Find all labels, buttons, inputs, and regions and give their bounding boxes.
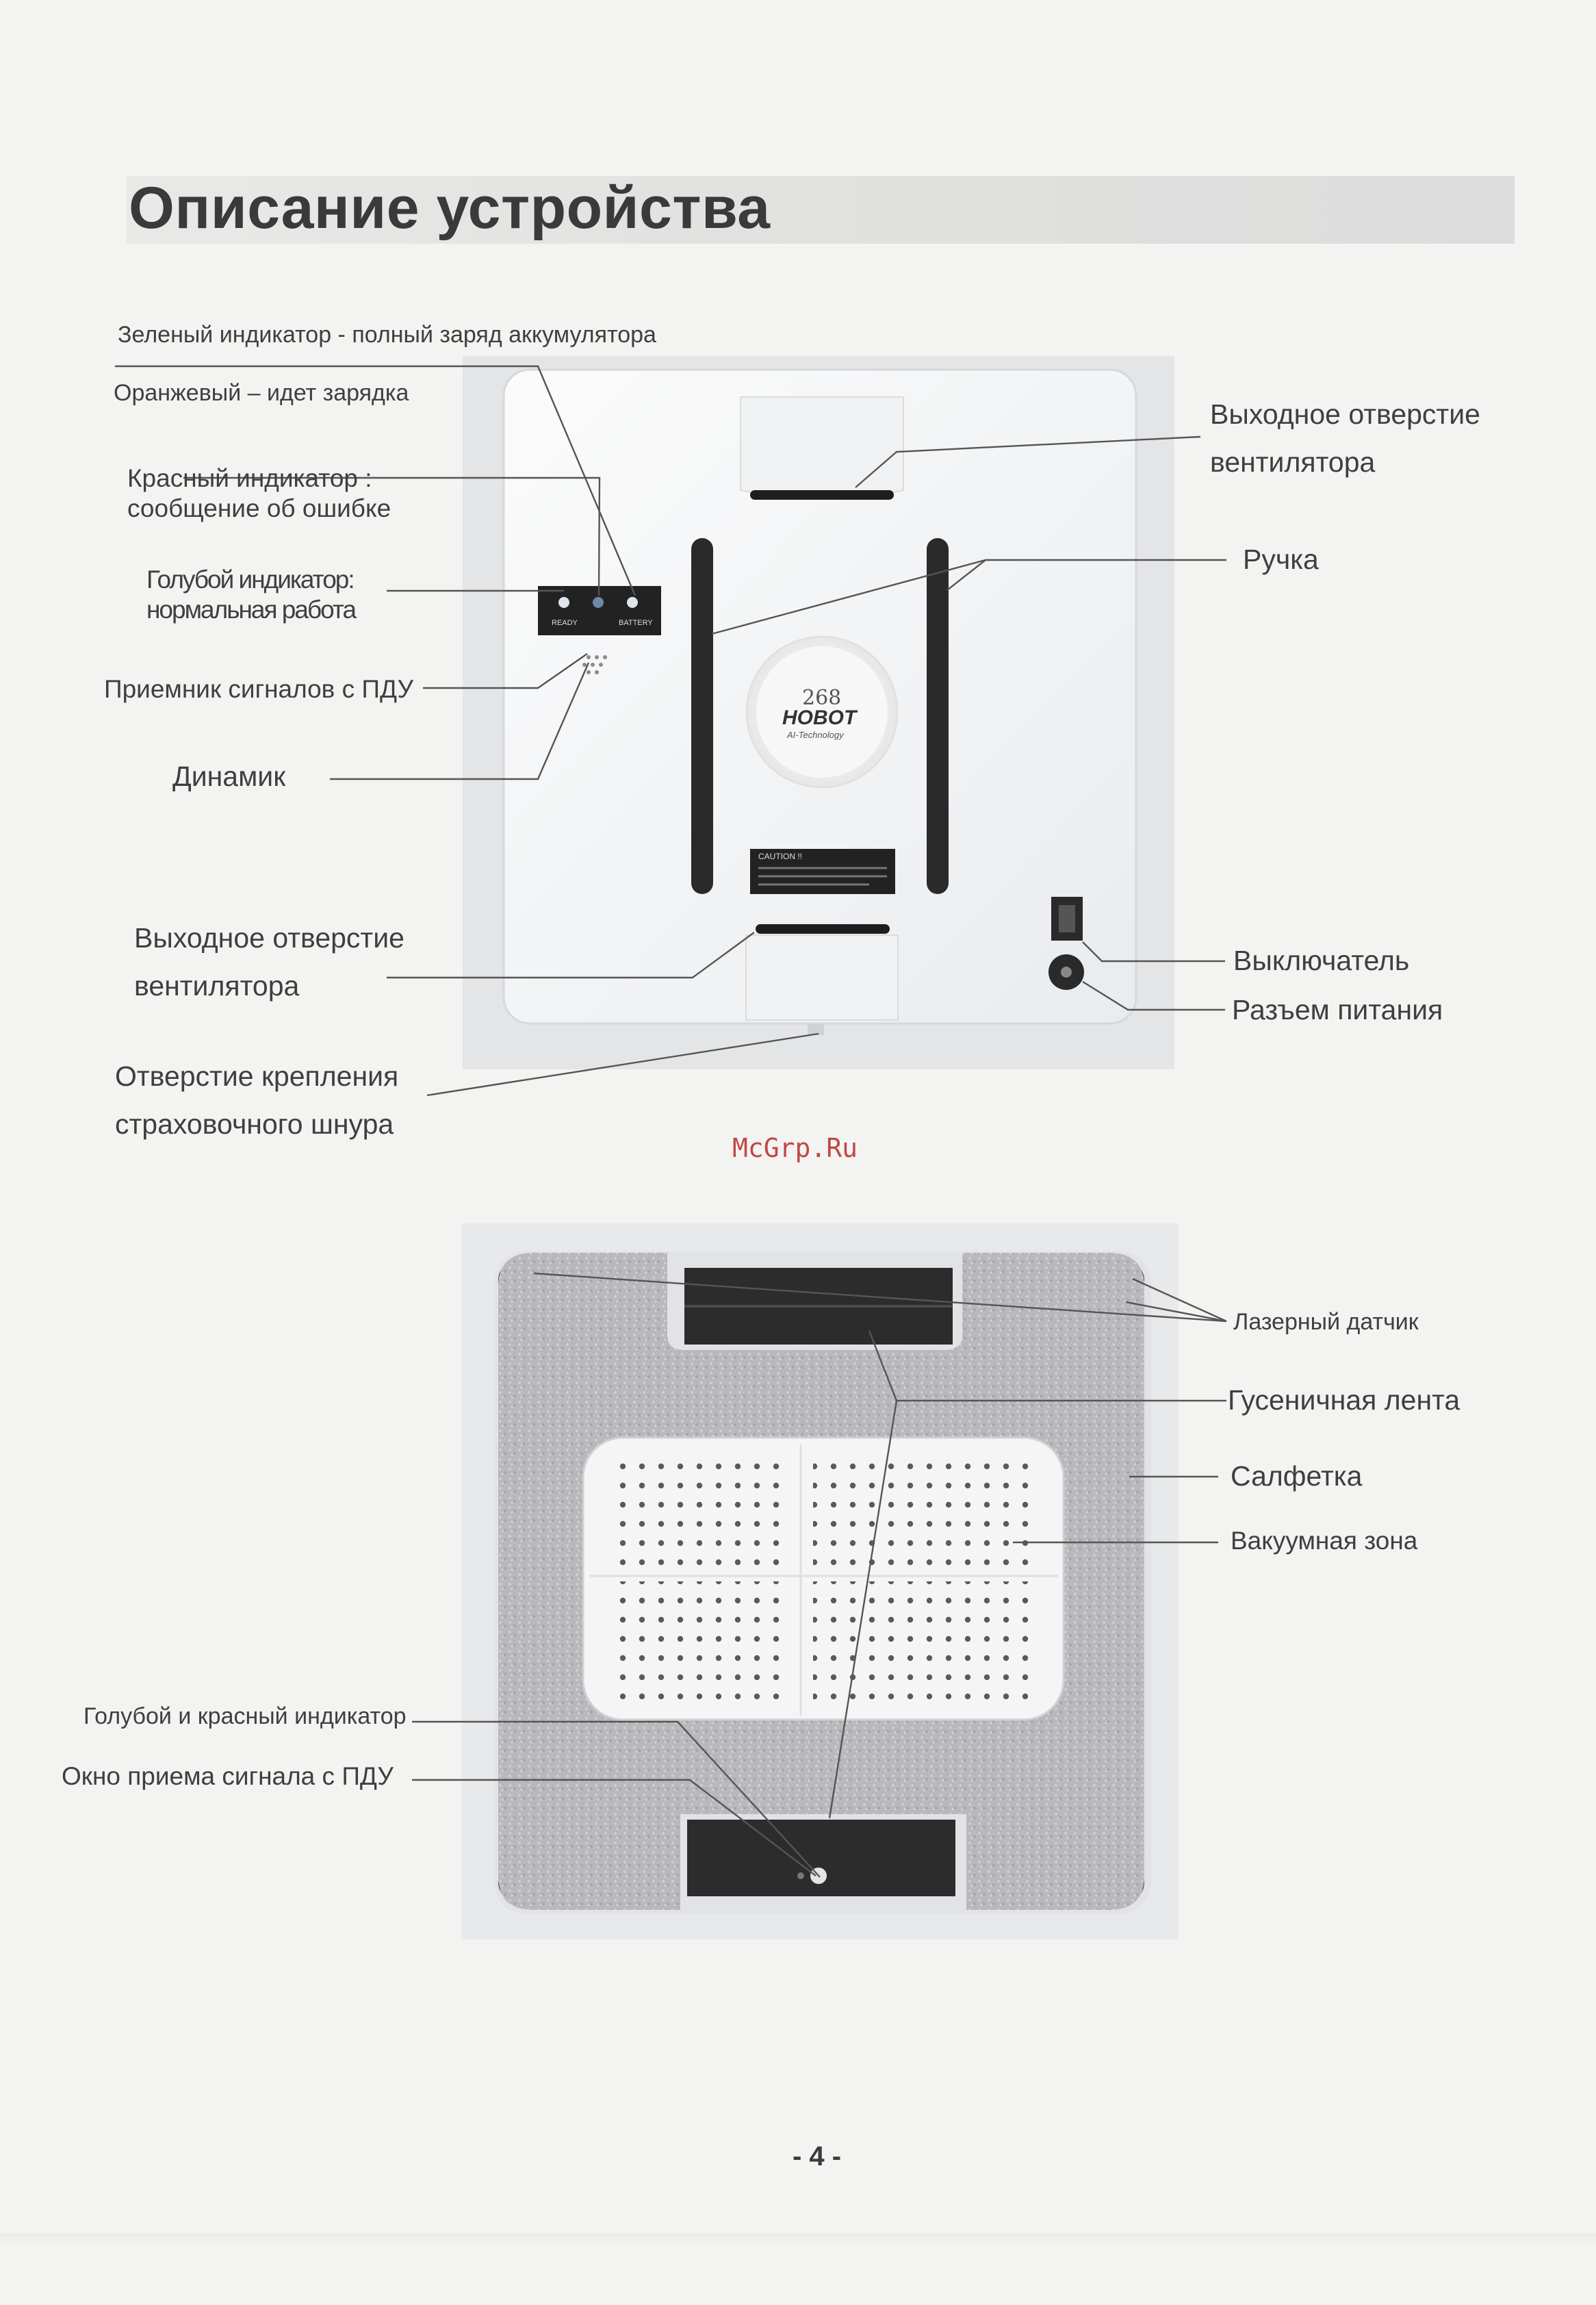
logo-subtitle: AI-Technology [787,730,844,740]
label-blue-red-indicator: Голубой и красный индикатор [83,1703,407,1729]
label-orange-charging: Оранжевый – идет зарядка [114,380,409,406]
label-handle: Ручка [1243,544,1319,575]
label-fan-outlet-bottom-l1: Выходное отверстие [134,922,404,954]
caution-label: CAUTION !! [758,852,803,861]
label-vacuum-zone: Вакуумная зона [1231,1527,1418,1555]
page-title: Описание устройства [129,175,771,241]
label-speaker: Динамик [172,761,286,792]
label-red-indicator-l2: сообщение об ошибке [127,494,391,522]
label-laser-sensor: Лазерный датчик [1233,1309,1419,1335]
label-blue-indicator-l1: Голубой индикатор: [146,565,354,594]
label-fan-outlet-bottom-l2: вентилятора [134,970,300,1002]
page-number: - 4 - [793,2141,842,2172]
label-cloth: Салфетка [1231,1460,1363,1492]
panel-ready-label: READY [552,619,578,627]
label-remote-receiver: Приемник сигналов с ПДУ [104,675,413,703]
label-green-indicator: Зеленый индикатор - полный заряд аккумулятора [118,322,656,348]
logo-number: 268 [802,686,842,710]
watermark: McGrp.Ru [732,1133,858,1163]
panel-battery-label: BATTERY [619,619,653,627]
label-fan-outlet-top-l2: вентилятора [1210,446,1376,478]
label-fan-outlet-top-l1: Выходное отверстие [1210,398,1480,430]
label-remote-window: Окно приема сигнала с ПДУ [62,1762,394,1790]
label-power-socket: Разъем питания [1232,994,1443,1026]
device-bottom-photo [461,1223,1179,1939]
page-fold-shadow [0,2233,1596,2247]
label-power-switch: Выключатель [1233,945,1410,976]
label-blue-indicator-l2: нормальная работа [146,596,356,624]
label-red-indicator-l1: Красный индикатор : [127,464,372,492]
label-track-belt: Гусеничная лента [1228,1384,1460,1416]
label-safety-cord-l2: страховочного шнура [115,1108,394,1140]
label-safety-cord-l1: Отверстие крепления [115,1060,399,1092]
logo-brand: HOBOT [782,706,857,729]
